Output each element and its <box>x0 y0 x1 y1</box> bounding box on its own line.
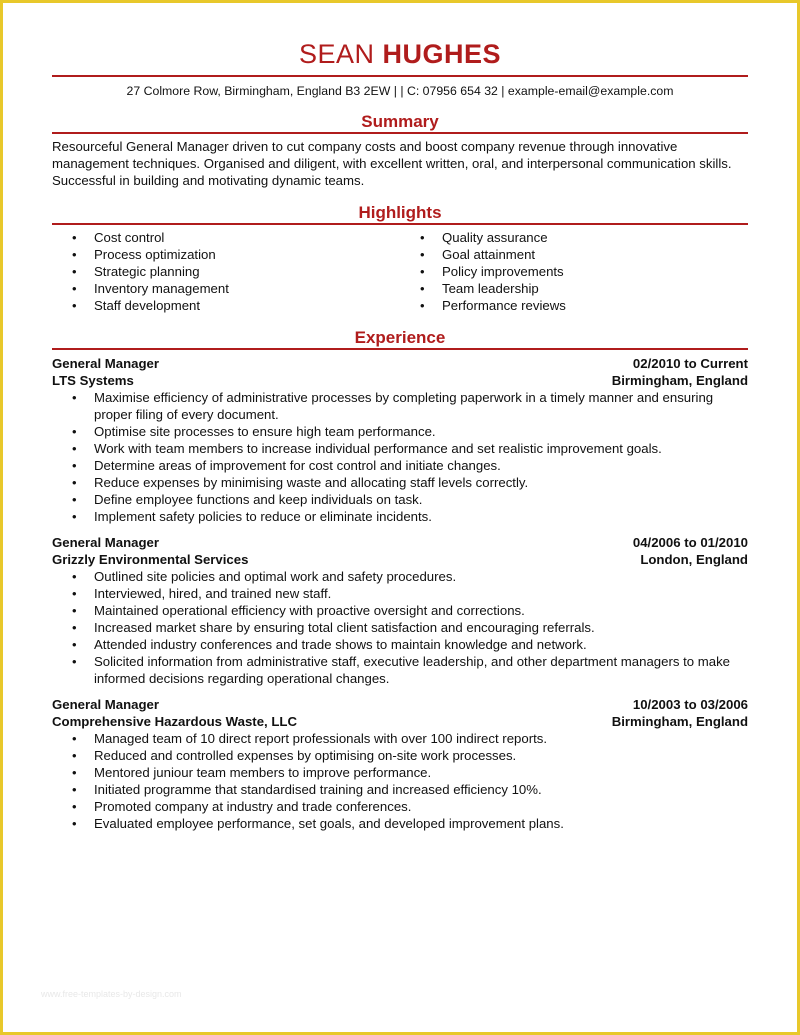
highlight-item: • Staff development <box>52 297 400 314</box>
job-bullet: • Increased market share by ensuring total client satisfaction and encouraging referrals. <box>52 619 748 636</box>
watermark: www.free-templates-by-design.com <box>41 989 182 999</box>
job-bullet: • Work with team members to increase individual performance and set realistic improvement goals. <box>52 440 748 457</box>
highlights-left-column <box>52 229 400 314</box>
job-location: Birmingham, England <box>611 373 748 388</box>
job-company-row <box>52 372 748 389</box>
highlight-item: • Policy improvements <box>400 263 748 280</box>
job-bullet: • Implement safety policies to reduce or eliminate incidents. <box>52 508 748 525</box>
job-title-row <box>52 355 748 372</box>
highlight-item: • Team leadership <box>400 280 748 297</box>
highlights-right-column <box>400 229 748 314</box>
job-entry <box>52 696 748 832</box>
job-bullet: • Reduced and controlled expenses by optimising on-site work processes. <box>52 747 748 764</box>
highlight-item: • Cost control <box>52 229 400 246</box>
job-bullet: • Maintained operational efficiency with proactive oversight and corrections. <box>52 602 748 619</box>
highlight-item: • Process optimization <box>52 246 400 263</box>
job-bullet: • Interviewed, hired, and trained new staff. <box>52 585 748 602</box>
job-location: Birmingham, England <box>611 714 748 729</box>
job-bullet: • Define employee functions and keep individuals on task. <box>52 491 748 508</box>
highlight-item: • Quality assurance <box>400 229 748 246</box>
job-bullet: • Solicited information from administrative staff, executive leadership, and other department managers to make informed decisions regarding operational changes. <box>52 653 748 687</box>
highlight-item: • Performance reviews <box>400 297 748 314</box>
job-bullet: • Determine areas of improvement for cost control and initiate changes. <box>52 457 748 474</box>
experience-title: Experience <box>354 328 446 347</box>
job-bullet: • Attended industry conferences and trade shows to maintain knowledge and network. <box>52 636 748 653</box>
job-dates: 02/2010 to Current <box>632 356 748 371</box>
summary-text: Resourceful General Manager driven to cut company costs and boost company revenue through innovative management techniques. Organised and diligent, with excellent written, oral, and interpersonal communication skills. Successful in building and motivating dynamic teams. <box>52 139 732 188</box>
job-bullet: • Optimise site processes to ensure high team performance. <box>52 423 748 440</box>
highlight-item: • Inventory management <box>52 280 400 297</box>
job-company: Comprehensive Hazardous Waste, LLC <box>52 714 297 729</box>
job-bullet: • Promoted company at industry and trade conferences. <box>52 798 748 815</box>
job-bullets <box>52 389 748 525</box>
summary-title: Summary <box>361 112 439 131</box>
job-bullets <box>52 730 748 832</box>
job-company-row <box>52 713 748 730</box>
job-dates: 10/2003 to 03/2006 <box>632 697 748 712</box>
job-company: LTS Systems <box>52 373 134 388</box>
last-name: HUGHES <box>382 39 502 69</box>
highlights-title: Highlights <box>358 203 442 222</box>
job-title-row <box>52 534 748 551</box>
highlight-item: • Strategic planning <box>52 263 400 280</box>
job-title: General Manager <box>52 356 160 371</box>
job-bullet: • Evaluated employee performance, set goals, and developed improvement plans. <box>52 815 748 832</box>
resume-page <box>3 3 797 1032</box>
job-title-row <box>52 696 748 713</box>
highlights-rule <box>52 223 748 225</box>
job-entry <box>52 534 748 687</box>
job-entry <box>52 355 748 525</box>
experience-rule <box>52 348 748 350</box>
job-bullet: • Initiated programme that standardised training and increased efficiency 10%. <box>52 781 748 798</box>
highlight-item: • Goal attainment <box>400 246 748 263</box>
job-location: London, England <box>640 552 748 567</box>
job-bullet: • Managed team of 10 direct report professionals with over 100 indirect reports. <box>52 730 748 747</box>
job-bullets <box>52 568 748 687</box>
job-company-row <box>52 551 748 568</box>
contact-line: 27 Colmore Row, Birmingham, England B3 2EW | | C: 07956 654 32 | example-email@example.com <box>126 84 674 98</box>
job-bullet: • Mentored juniour team members to improve performance. <box>52 764 748 781</box>
job-bullet: • Maximise efficiency of administrative processes by completing paperwork in a timely manner and ensuring proper filing of every document. <box>52 389 748 423</box>
candidate-name <box>52 39 748 69</box>
job-title: General Manager <box>52 697 160 712</box>
job-bullet: • Outlined site policies and optimal work and safety procedures. <box>52 568 748 585</box>
job-bullet: • Reduce expenses by minimising waste and allocating staff levels correctly. <box>52 474 748 491</box>
header-rule <box>52 75 748 77</box>
job-dates: 04/2006 to 01/2010 <box>632 535 748 550</box>
job-title: General Manager <box>52 535 160 550</box>
highlights-list <box>52 229 748 314</box>
summary-rule <box>52 132 748 134</box>
first-name: SEAN <box>298 39 375 69</box>
job-company: Grizzly Environmental Services <box>52 552 249 567</box>
